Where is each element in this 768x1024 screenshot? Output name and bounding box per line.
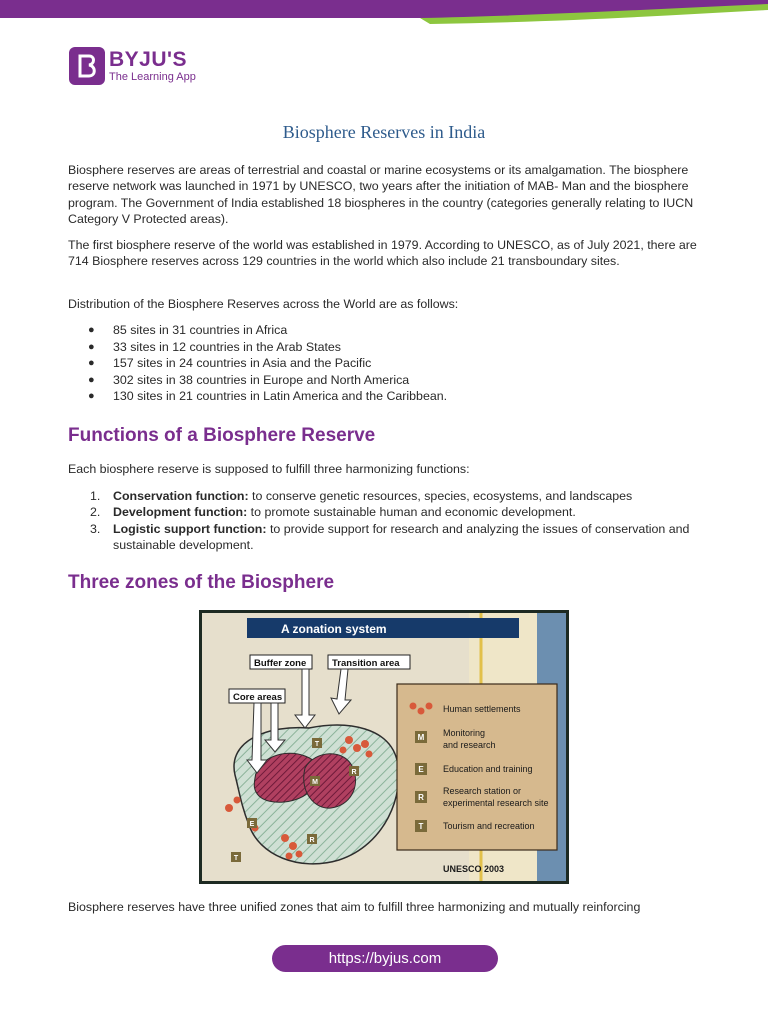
functions-heading: Functions of a Biosphere Reserve	[68, 425, 376, 446]
legend-label: Research station or	[443, 786, 522, 796]
distribution-list	[68, 322, 704, 405]
functions-intro: Each biosphere reserve is supposed to fulfill three harmonizing functions:	[68, 462, 470, 476]
list-item: 3. Logistic support function: to provide support for research and analyzing the issues of conservation and sustainable development.	[90, 521, 690, 552]
education-icon: E	[418, 765, 424, 774]
monitoring-icon: M	[417, 733, 425, 742]
byjus-logo[interactable]	[69, 47, 196, 85]
list-item: ● 130 sites in 21 countries in Latin America and the Caribbean.	[88, 389, 448, 403]
legend-label: Tourism and recreation	[443, 821, 535, 831]
legend-label: Education and training	[443, 764, 533, 774]
transition-area-label: Transition area	[332, 658, 400, 669]
legend-label: experimental research site	[443, 798, 549, 808]
svg-text:M: M	[312, 779, 318, 786]
svg-text:T: T	[233, 855, 239, 862]
core-areas-label: Core areas	[233, 692, 283, 703]
figure-title: A zonation system	[281, 622, 387, 636]
page-title: Biosphere Reserves in India	[282, 122, 486, 142]
svg-text:E: E	[249, 821, 255, 828]
list-item: ● 157 sites in 24 countries in Asia and the Pacific	[88, 356, 372, 370]
legend-label: and research	[443, 740, 496, 750]
list-item: 2. Development function: to promote sustainable human and economic development.	[90, 505, 576, 520]
footer-url-link[interactable]: https://byjus.com	[272, 945, 498, 972]
legend-label: Human settlements	[443, 704, 521, 714]
list-item: ● 85 sites in 31 countries in Africa	[88, 323, 288, 337]
figure-credit: UNESCO 2003	[443, 864, 505, 874]
svg-text:R: R	[351, 769, 357, 776]
legend-label: Monitoring	[443, 728, 486, 738]
svg-text:R: R	[309, 837, 315, 844]
zonation-figure	[199, 610, 569, 884]
tourism-icon: T	[418, 822, 424, 831]
intro-paragraph-1: Biosphere reserves are areas of terrestrial and coastal or marine ecosystems or its amalgamation. The biosphere reserve network was launched in 1971 by UNESCO, two years after the initiation of MAB- Man and the biosphere program. The Government of India established 18 biospheres in the country (categories generally relating to IUCN Category V Protected areas).	[68, 163, 694, 226]
functions-list	[68, 488, 708, 553]
logo-name: BYJU'S	[109, 48, 188, 71]
list-item: ● 33 sites in 12 countries in the Arab States	[88, 339, 341, 354]
svg-text:T: T	[314, 741, 320, 748]
zones-heading: Three zones of the Biosphere	[68, 572, 335, 593]
research-icon: R	[418, 793, 424, 802]
buffer-zone-label: Buffer zone	[254, 658, 307, 669]
intro-paragraph-2: The first biosphere reserve of the world was established in 1979. According to UNESCO, as of July 2021, there are 714 Biosphere reserves across 129 countries in the world which also include 21 transboundary sites.	[68, 238, 697, 269]
logo-mark-icon	[69, 47, 105, 85]
logo-tagline: The Learning App	[109, 71, 196, 83]
intro-paragraph-3: Distribution of the Biosphere Reserves across the World are as follows:	[68, 297, 459, 311]
list-item: ● 302 sites in 38 countries in Europe and North America	[88, 372, 410, 387]
top-banner	[0, 0, 768, 26]
list-item: 1. Conservation function: to conserve genetic resources, species, ecosystems, and landscapes	[90, 489, 633, 503]
zones-paragraph: Biosphere reserves have three unified zones that aim to fulfill three harmonizing and mutually reinforcing	[68, 900, 641, 914]
